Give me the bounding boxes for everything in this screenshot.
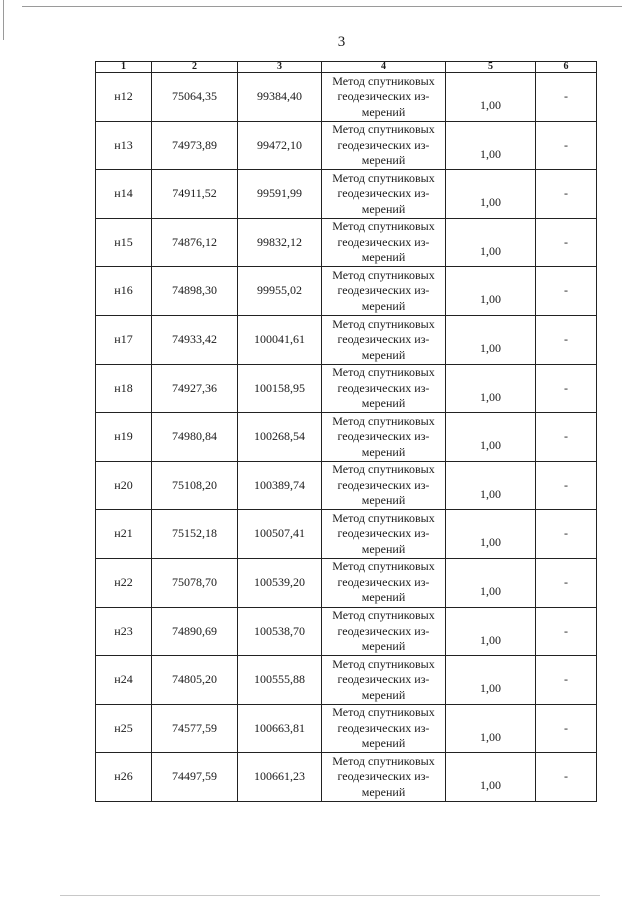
method-text-line: Метод спутниковых <box>332 413 435 428</box>
method-cell <box>322 413 446 462</box>
method-cell <box>322 607 446 656</box>
point-name-cell: н13 <box>96 121 152 170</box>
table-row <box>96 558 597 607</box>
method-text-line: мерений <box>361 153 406 168</box>
method-text-line: Метод спутниковых <box>332 462 435 477</box>
method-cell <box>322 315 446 364</box>
note-cell: - <box>536 267 597 316</box>
method-cell <box>322 558 446 607</box>
x-coordinate-cell: 75064,35 <box>152 73 238 122</box>
point-name-cell: н14 <box>96 170 152 219</box>
column-header: 6 <box>536 62 597 73</box>
method-text-line: геодезических из- <box>337 89 430 104</box>
x-coordinate-cell: 74927,36 <box>152 364 238 413</box>
accuracy-cell: 1,00 <box>446 267 536 316</box>
y-coordinate-cell: 100663,81 <box>238 704 322 753</box>
method-text-line: мерений <box>361 298 406 313</box>
column-header: 1 <box>96 62 152 73</box>
method-text-line: Метод спутниковых <box>332 608 435 623</box>
point-name-cell: н17 <box>96 315 152 364</box>
method-text-line: геодезических из- <box>337 769 430 784</box>
column-header: 3 <box>238 62 322 73</box>
table-row <box>96 121 597 170</box>
method-text-line: Метод спутниковых <box>332 510 435 525</box>
method-text-line: Метод спутниковых <box>332 753 435 768</box>
y-coordinate-cell: 100507,41 <box>238 510 322 559</box>
y-coordinate-cell: 99955,02 <box>238 267 322 316</box>
method-text-line: геодезических из- <box>337 574 430 589</box>
point-name-cell: н18 <box>96 364 152 413</box>
method-text-line: мерений <box>361 493 406 508</box>
table-row <box>96 170 597 219</box>
method-cell <box>322 753 446 802</box>
coordinates-table <box>95 61 597 802</box>
table-row <box>96 218 597 267</box>
method-text-line: геодезических из- <box>337 332 430 347</box>
note-cell: - <box>536 461 597 510</box>
method-text-line: Метод спутниковых <box>332 122 435 137</box>
note-cell: - <box>536 607 597 656</box>
accuracy-cell: 1,00 <box>446 315 536 364</box>
accuracy-cell: 1,00 <box>446 558 536 607</box>
y-coordinate-cell: 100539,20 <box>238 558 322 607</box>
method-text-line: геодезических из- <box>337 283 430 298</box>
note-cell: - <box>536 121 597 170</box>
method-cell <box>322 121 446 170</box>
method-text-line: мерений <box>361 687 406 702</box>
scan-edge-top <box>22 6 622 7</box>
accuracy-cell: 1,00 <box>446 218 536 267</box>
table-row <box>96 73 597 122</box>
accuracy-cell: 1,00 <box>446 753 536 802</box>
method-text-line: мерений <box>361 784 406 799</box>
method-text-line: мерений <box>361 104 406 119</box>
y-coordinate-cell: 100041,61 <box>238 315 322 364</box>
method-text-line: Метод спутниковых <box>332 365 435 380</box>
y-coordinate-cell: 99832,12 <box>238 218 322 267</box>
method-text-line: геодезических из- <box>337 526 430 541</box>
accuracy-cell: 1,00 <box>446 121 536 170</box>
x-coordinate-cell: 74876,12 <box>152 218 238 267</box>
method-text-line: геодезических из- <box>337 477 430 492</box>
table-row <box>96 510 597 559</box>
method-cell <box>322 73 446 122</box>
x-coordinate-cell: 75152,18 <box>152 510 238 559</box>
table-row <box>96 704 597 753</box>
accuracy-cell: 1,00 <box>446 364 536 413</box>
method-text-line: геодезических из- <box>337 672 430 687</box>
y-coordinate-cell: 99472,10 <box>238 121 322 170</box>
x-coordinate-cell: 74890,69 <box>152 607 238 656</box>
note-cell: - <box>536 364 597 413</box>
method-cell <box>322 364 446 413</box>
method-text-line: мерений <box>361 250 406 265</box>
column-header: 2 <box>152 62 238 73</box>
method-text-line: Метод спутниковых <box>332 656 435 671</box>
method-text-line: мерений <box>361 639 406 654</box>
y-coordinate-cell: 99384,40 <box>238 73 322 122</box>
x-coordinate-cell: 74497,59 <box>152 753 238 802</box>
point-name-cell: н22 <box>96 558 152 607</box>
table-row <box>96 607 597 656</box>
y-coordinate-cell: 100389,74 <box>238 461 322 510</box>
method-text-line: геодезических из- <box>337 720 430 735</box>
y-coordinate-cell: 100158,95 <box>238 364 322 413</box>
table-row <box>96 364 597 413</box>
y-coordinate-cell: 100538,70 <box>238 607 322 656</box>
x-coordinate-cell: 74805,20 <box>152 656 238 705</box>
point-name-cell: н21 <box>96 510 152 559</box>
note-cell: - <box>536 558 597 607</box>
method-text-line: геодезических из- <box>337 380 430 395</box>
method-text-line: мерений <box>361 444 406 459</box>
method-text-line: мерений <box>361 590 406 605</box>
note-cell: - <box>536 753 597 802</box>
point-name-cell: н12 <box>96 73 152 122</box>
method-cell <box>322 218 446 267</box>
y-coordinate-cell: 100555,88 <box>238 656 322 705</box>
table-row <box>96 267 597 316</box>
point-name-cell: н24 <box>96 656 152 705</box>
method-text-line: Метод спутниковых <box>332 170 435 185</box>
accuracy-cell: 1,00 <box>446 413 536 462</box>
table-row <box>96 656 597 705</box>
note-cell: - <box>536 656 597 705</box>
point-name-cell: н15 <box>96 218 152 267</box>
x-coordinate-cell: 74898,30 <box>152 267 238 316</box>
table-row <box>96 461 597 510</box>
method-cell <box>322 656 446 705</box>
column-header: 5 <box>446 62 536 73</box>
method-text-line: мерений <box>361 201 406 216</box>
note-cell: - <box>536 73 597 122</box>
accuracy-cell: 1,00 <box>446 461 536 510</box>
note-cell: - <box>536 413 597 462</box>
table-row <box>96 753 597 802</box>
y-coordinate-cell: 100268,54 <box>238 413 322 462</box>
method-text-line: геодезических из- <box>337 429 430 444</box>
scan-edge-bottom <box>60 895 600 896</box>
table-header-row <box>96 62 597 73</box>
point-name-cell: н25 <box>96 704 152 753</box>
method-cell <box>322 704 446 753</box>
x-coordinate-cell: 74980,84 <box>152 413 238 462</box>
table-row <box>96 413 597 462</box>
page-number: 3 <box>337 34 346 50</box>
accuracy-cell: 1,00 <box>446 170 536 219</box>
x-coordinate-cell: 74577,59 <box>152 704 238 753</box>
note-cell: - <box>536 704 597 753</box>
note-cell: - <box>536 315 597 364</box>
x-coordinate-cell: 74973,89 <box>152 121 238 170</box>
method-cell <box>322 461 446 510</box>
method-text-line: мерений <box>361 736 406 751</box>
note-cell: - <box>536 510 597 559</box>
note-cell: - <box>536 170 597 219</box>
table-row <box>96 315 597 364</box>
method-text-line: мерений <box>361 396 406 411</box>
method-text-line: мерений <box>361 541 406 556</box>
method-text-line: геодезических из- <box>337 234 430 249</box>
point-name-cell: н26 <box>96 753 152 802</box>
method-text-line: Метод спутниковых <box>332 267 435 282</box>
method-cell <box>322 170 446 219</box>
method-text-line: геодезических из- <box>337 137 430 152</box>
method-text-line: геодезических из- <box>337 186 430 201</box>
accuracy-cell: 1,00 <box>446 656 536 705</box>
point-name-cell: н16 <box>96 267 152 316</box>
point-name-cell: н20 <box>96 461 152 510</box>
table-body <box>96 73 597 802</box>
method-text-line: Метод спутниковых <box>332 73 435 88</box>
method-cell <box>322 267 446 316</box>
point-name-cell: н19 <box>96 413 152 462</box>
method-text-line: геодезических из- <box>337 623 430 638</box>
x-coordinate-cell: 75108,20 <box>152 461 238 510</box>
x-coordinate-cell: 75078,70 <box>152 558 238 607</box>
method-text-line: Метод спутниковых <box>332 219 435 234</box>
method-text-line: мерений <box>361 347 406 362</box>
x-coordinate-cell: 74933,42 <box>152 315 238 364</box>
accuracy-cell: 1,00 <box>446 73 536 122</box>
accuracy-cell: 1,00 <box>446 607 536 656</box>
column-header: 4 <box>322 62 446 73</box>
y-coordinate-cell: 99591,99 <box>238 170 322 219</box>
method-cell <box>322 510 446 559</box>
accuracy-cell: 1,00 <box>446 704 536 753</box>
method-text-line: Метод спутниковых <box>332 559 435 574</box>
accuracy-cell: 1,00 <box>446 510 536 559</box>
x-coordinate-cell: 74911,52 <box>152 170 238 219</box>
method-text-line: Метод спутниковых <box>332 705 435 720</box>
point-name-cell: н23 <box>96 607 152 656</box>
note-cell: - <box>536 218 597 267</box>
method-text-line: Метод спутниковых <box>332 316 435 331</box>
y-coordinate-cell: 100661,23 <box>238 753 322 802</box>
